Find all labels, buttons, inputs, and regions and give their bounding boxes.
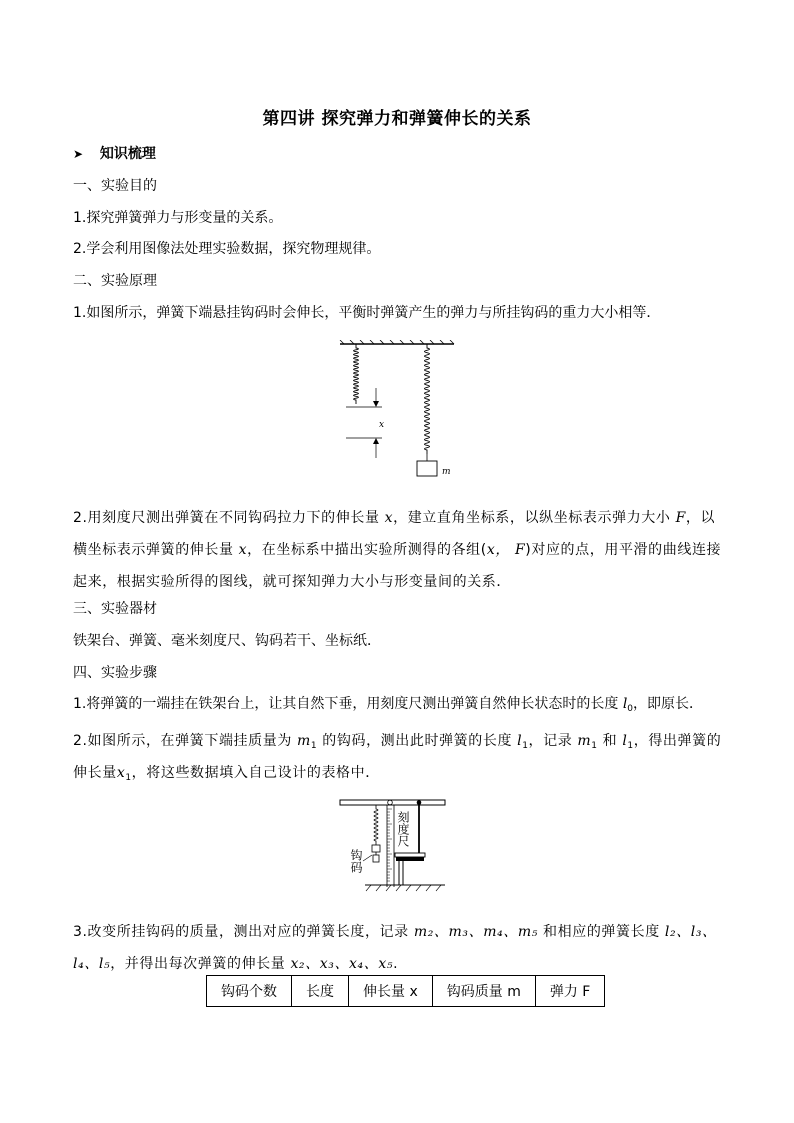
fig1-label-m: m bbox=[442, 467, 451, 477]
table-header-cell: 钩码个数 bbox=[207, 976, 292, 1007]
s2-heading: 二、实验原理 bbox=[73, 273, 157, 289]
s3-p1: 铁架台、弹簧、毫米刻度尺、钩码若干、坐标纸． bbox=[73, 633, 381, 649]
table-header-cell: 长度 bbox=[292, 976, 349, 1007]
spring-figure-1 bbox=[332, 340, 462, 490]
s4-p2: 2.如图所示，在弹簧下端挂质量为 $m_1$ 的钩码，测出此时弹簧的长度 $l_1$，记录 $m_1$ 和 $l_1$，得出弹簧的伸长量$x_1$，将这些数据填入自己设计的表格中． bbox=[73, 733, 722, 783]
fig1-label-x: x bbox=[379, 420, 385, 430]
arrow-bullet-icon: ➤ bbox=[73, 147, 84, 161]
table-header-cell: 伸长量 x bbox=[349, 976, 433, 1007]
s1-p2: 2.学会利用图像法处理实验数据，探究物理规律。 bbox=[73, 241, 381, 257]
section-heading-text: 知识梳理 bbox=[99, 146, 156, 162]
s4-p1: 1.将弹簧的一端挂在铁架台上，让其自然下垂，用刻度尺测出弹簧自然伸长状态时的长度 $l_0$，即原长． bbox=[73, 696, 704, 714]
s1-p1: 1.探究弹簧弹力与形变量的关系。 bbox=[73, 210, 283, 226]
stand-ruler-figure bbox=[335, 795, 455, 905]
table-header-cell: 钩码质量 m bbox=[432, 976, 535, 1007]
s3-heading: 三、实验器材 bbox=[73, 601, 157, 617]
page-title: 第四讲 探究弹力和弹簧伸长的关系 bbox=[262, 109, 532, 129]
data-table bbox=[206, 975, 605, 1007]
s1-heading: 一、实验目的 bbox=[73, 178, 157, 194]
section-heading bbox=[73, 143, 156, 165]
table-header-row bbox=[207, 976, 605, 1007]
weights-label: 钩码 bbox=[349, 849, 363, 873]
ruler-label: 刻度尺 bbox=[396, 811, 410, 847]
s4-heading: 四、实验步骤 bbox=[73, 665, 157, 681]
s2-p1: 1.如图所示，弹簧下端悬挂钩码时会伸长，平衡时弹簧产生的弹力与所挂钩码的重力大小相等． bbox=[73, 305, 661, 321]
s2-p2: 2.用刻度尺测出弹簧在不同钩码拉力下的伸长量 x，建立直角坐标系，以纵坐标表示弹力大小 F，以横坐标表示弹簧的伸长量 x，在坐标系中描出实验所测得的各组(x， F)对应的点，用平滑的曲线连接起来，根据实验所得的图线，就可探知弹力大小与形变量间的关系． bbox=[73, 510, 722, 590]
table-header-cell: 弹力 F bbox=[535, 976, 605, 1007]
s4-p3: 3.改变所挂钩码的质量，测出对应的弹簧长度，记录 m₂、m₃、m₄、m₅ 和相应的弹簧长度 l₂、l₃、l₄、l₅，并得出每次弹簧的伸长量 x₂、x₃、x₄、x₅. bbox=[73, 924, 717, 972]
